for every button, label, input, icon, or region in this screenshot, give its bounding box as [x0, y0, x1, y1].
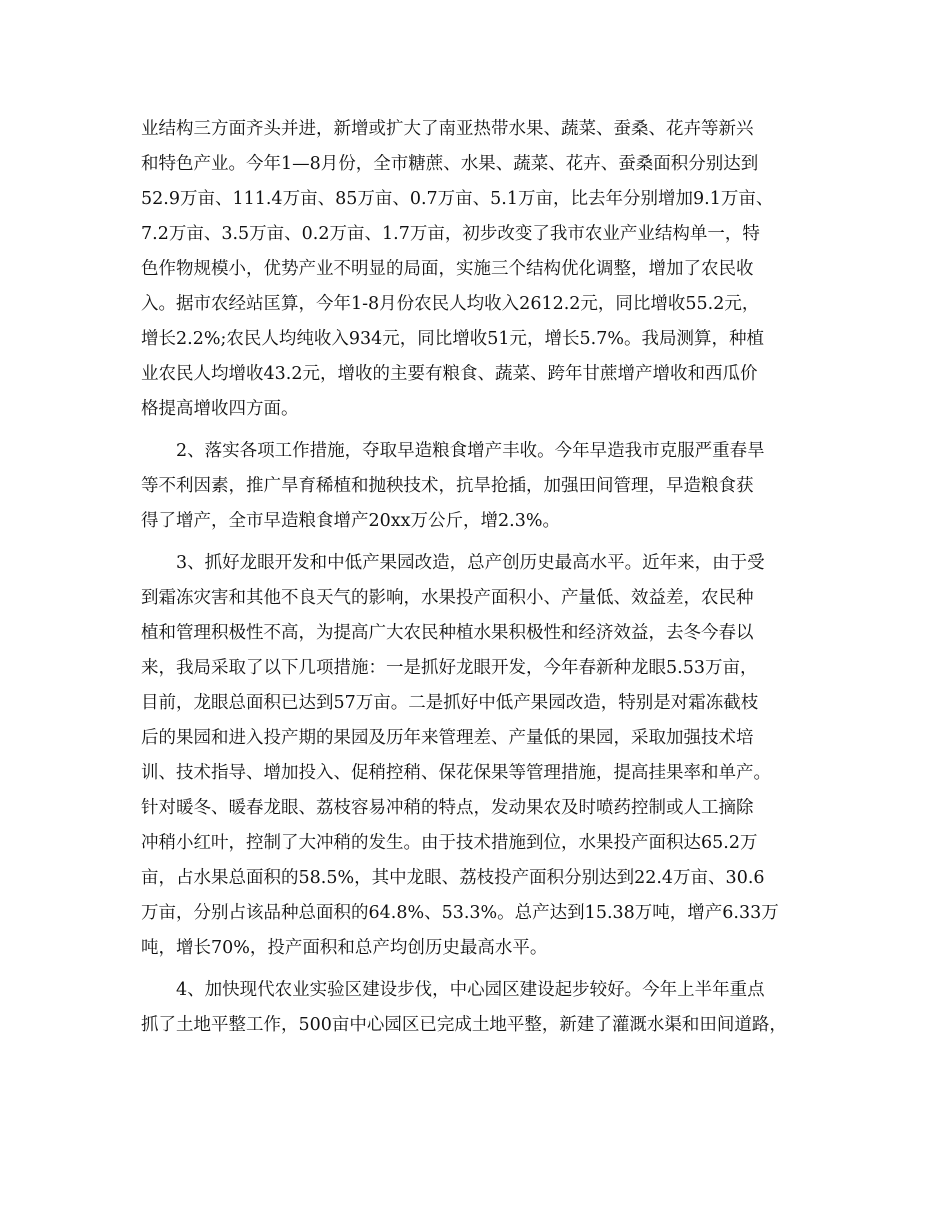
text-line: 植和管理积极性不高，为提高广大农民种植水果积极性和经济效益，去冬今春以 — [141, 623, 754, 643]
paragraph-modern-agriculture-zone — [141, 973, 831, 1043]
text-line: 等不利因素，推广旱育稀植和抛秧技术，抗旱抢插，加强田间管理，早造粮食获 — [141, 476, 754, 496]
paragraph-longan-orchards — [141, 546, 831, 966]
paragraph-early-grain — [141, 434, 831, 539]
text-line: 后的果园和进入投产期的果园及历年来管理差、产量低的果园，采取加强技术培 — [141, 728, 754, 748]
text-line: 入。据市农经站匡算，今年1-8月份农民人均收入2612.2元，同比增收55.2元， — [141, 294, 760, 314]
text-line: 7.2万亩、3.5万亩、0.2万亩、1.7万亩，初步改变了我市农业产业结构单一，特 — [141, 224, 760, 244]
text-line: 来，我局采取了以下几项措施：一是抓好龙眼开发，今年春新种龙眼5.53万亩， — [141, 658, 758, 678]
text-line: 万亩，分别占该品种总面积的64.8%、53.3%。总产达到15.38万吨，增产6.33万 — [141, 903, 779, 923]
text-line: 增长2.2%;农民人均纯收入934元，同比增收51元，增长5.7%。我局测算，种植 — [141, 329, 764, 349]
text-line: 亩，占水果总面积的58.5%，其中龙眼、荔枝投产面积分别达到22.4万亩、30.6 — [141, 868, 765, 888]
text-line: 格提高增收四方面。 — [141, 399, 299, 419]
text-line: 训、技术指导、增加投入、促稍控稍、保花保果等管理措施，提高挂果率和单产。 — [141, 763, 771, 783]
text-line: 3、抓好龙眼开发和中低产果园改造，总产创历史最高水平。近年来，由于受 — [176, 553, 765, 573]
text-line: 2、落实各项工作措施，夺取早造粮食增产丰收。今年早造我市克服严重春旱 — [176, 441, 765, 461]
text-line: 业结构三方面齐头并进，新增或扩大了南亚热带水果、蔬菜、蚕桑、花卉等新兴 — [141, 119, 754, 139]
text-line: 得了增产，全市早造粮食增产20xx万公斤，增2.3%。 — [141, 511, 560, 531]
text-line: 和特色产业。今年1—8月份，全市糖蔗、水果、蔬菜、花卉、蚕桑面积分别达到 — [141, 154, 759, 174]
text-line: 抓了土地平整工作，500亩中心园区已完成土地平整，新建了灌溉水渠和田间道路， — [141, 1015, 787, 1035]
text-line: 52.9万亩、111.4万亩、85万亩、0.7万亩、5.1万亩，比去年分别增加9.1万亩、 — [141, 189, 774, 209]
text-line: 针对暖冬、暖春龙眼、荔枝容易冲稍的特点，发动果农及时喷药控制或人工摘除 — [141, 798, 754, 818]
text-line: 冲稍小红叶，控制了大冲稍的发生。由于技术措施到位，水果投产面积达65.2万 — [141, 833, 758, 853]
text-line: 业农民人均增收43.2元，增收的主要有粮食、蔬菜、跨年甘蔗增产增收和西瓜价 — [141, 364, 758, 384]
text-line: 目前，龙眼总面积已达到57万亩。二是抓好中低产果园改造，特别是对霜冻截枝 — [141, 693, 759, 713]
text-line: 吨，增长70%，投产面积和总产均创历史最高水平。 — [141, 938, 548, 958]
text-line: 色作物规模小，优势产业不明显的局面，实施三个结构优化调整，增加了农民收 — [141, 259, 754, 279]
document-body — [141, 112, 831, 1043]
text-line: 到霜冻灾害和其他不良天气的影响，水果投产面积小、产量低、效益差，农民种 — [141, 588, 754, 608]
paragraph-structure-summary — [141, 112, 831, 427]
text-line: 4、加快现代农业实验区建设步伐，中心园区建设起步较好。今年上半年重点 — [176, 980, 765, 1000]
